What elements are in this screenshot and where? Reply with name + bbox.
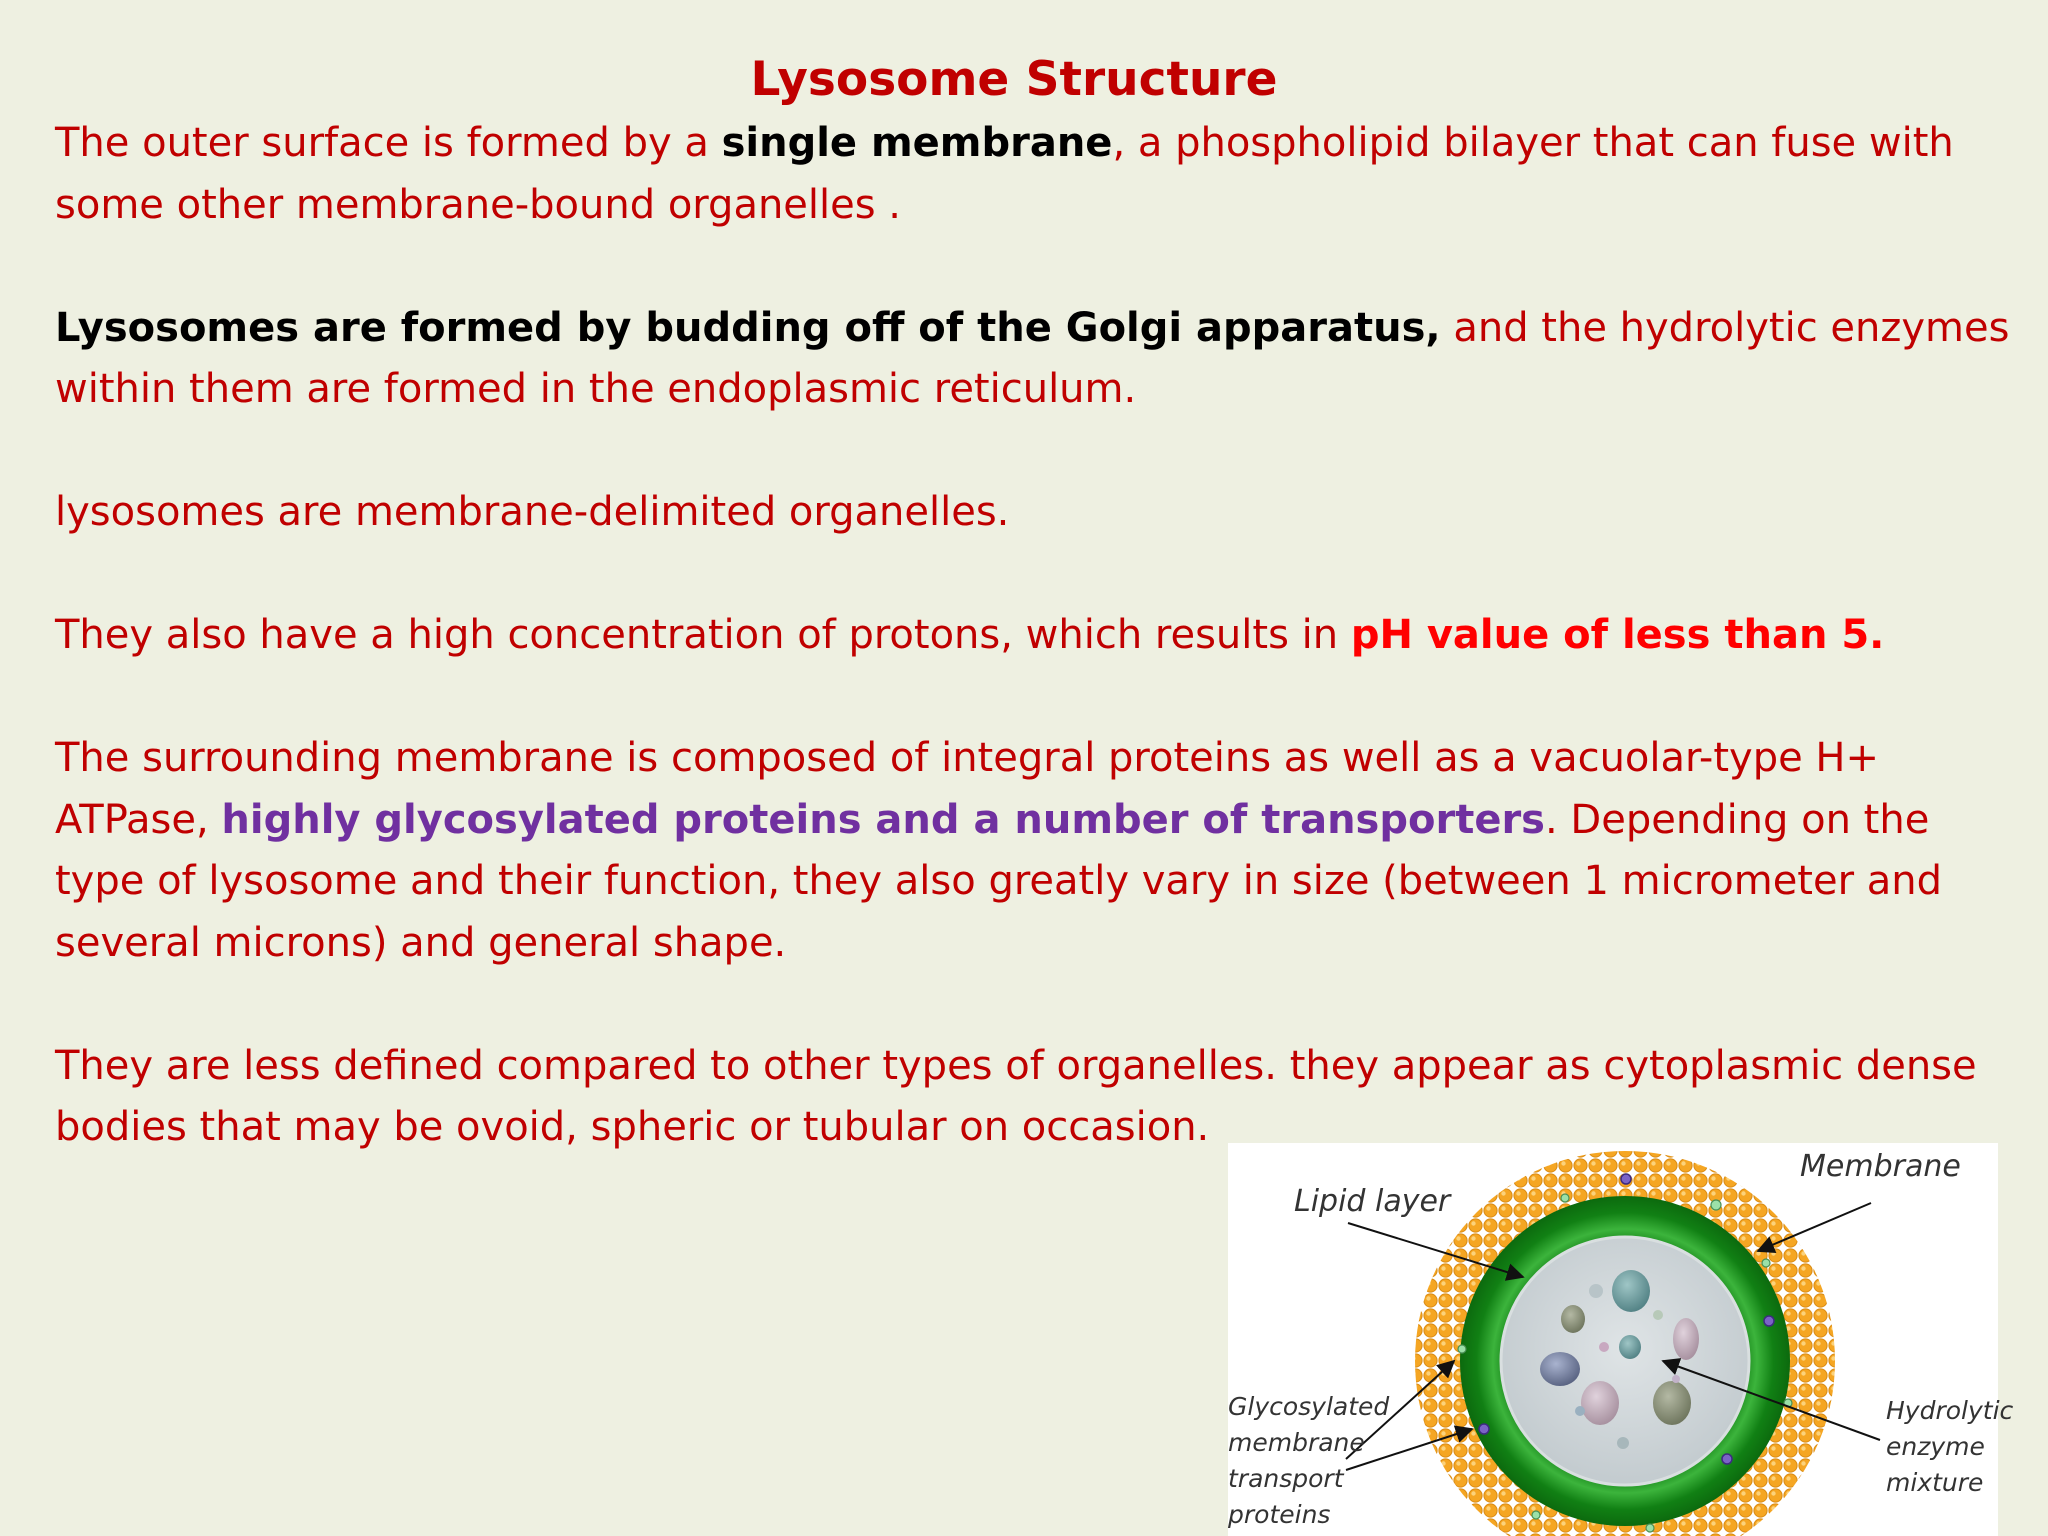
glyco-label-line-4: proteins <box>1228 1500 1331 1529</box>
glyco-label-line-2: membrane <box>1228 1428 1365 1457</box>
lysosome-svg <box>1228 1143 2014 1536</box>
slide-body <box>55 113 2015 1220</box>
lipid-layer-label: Lipid layer <box>1294 1184 1451 1219</box>
lysosome-diagram <box>1228 1143 2014 1536</box>
paragraph-protons <box>55 605 2015 667</box>
p5-text-a: The surrounding membrane is composed of integral proteins as well as a vacuolar-type H+ ATPase, <box>55 735 1880 843</box>
p2-text-b: and the hydrolytic enzymes within them are formed in the endoplasmic reticulum. <box>55 304 2010 412</box>
paragraph-less-defined: They are less defined compared to other types of organelles. they appear as cytoplasmic dense bodies that may be ovoid, spheric or tubular on occasion. <box>55 1042 1977 1150</box>
p4-text-a: They also have a high concentration of protons, which results in <box>55 612 1351 658</box>
paragraph-delimited: lysosomes are membrane-delimited organelles. <box>55 489 1010 535</box>
paragraph-membrane <box>55 113 2015 236</box>
slide-title: Lysosome Structure <box>750 52 1278 107</box>
p5-text-c: . Depending on the type of lysosome and their function, they also greatly vary in size (between 1 micrometer and several microns) and general shape. <box>55 796 1943 966</box>
enzyme-label-line-2: enzyme <box>1886 1432 1985 1461</box>
paragraph-golgi <box>55 298 2015 421</box>
p1-text-a: The outer surface is formed by a <box>55 120 722 166</box>
paragraph-surrounding-membrane <box>55 728 2015 974</box>
enzyme-label-line-3: mixture <box>1886 1468 1984 1497</box>
p1-bold-single-membrane: single membrane <box>721 120 1113 166</box>
p4-bold-ph: pH value of less than 5. <box>1350 612 1885 658</box>
p5-bold-glycosylated: highly glycosylated proteins and a number of transporters <box>221 796 1545 843</box>
enzyme-label-line-1: Hydrolytic <box>1886 1396 2014 1425</box>
p1-text-c: , a phospholipid bilayer that can fuse with some other membrane-bound organelles . <box>55 120 1954 228</box>
glyco-label-line-1: Glycosylated <box>1228 1392 1390 1421</box>
p2-bold-golgi: Lysosomes are formed by budding off of the Golgi apparatus, <box>55 304 1441 351</box>
membrane-label: Membrane <box>1800 1149 1961 1184</box>
glyco-label-line-3: transport <box>1228 1464 1344 1493</box>
